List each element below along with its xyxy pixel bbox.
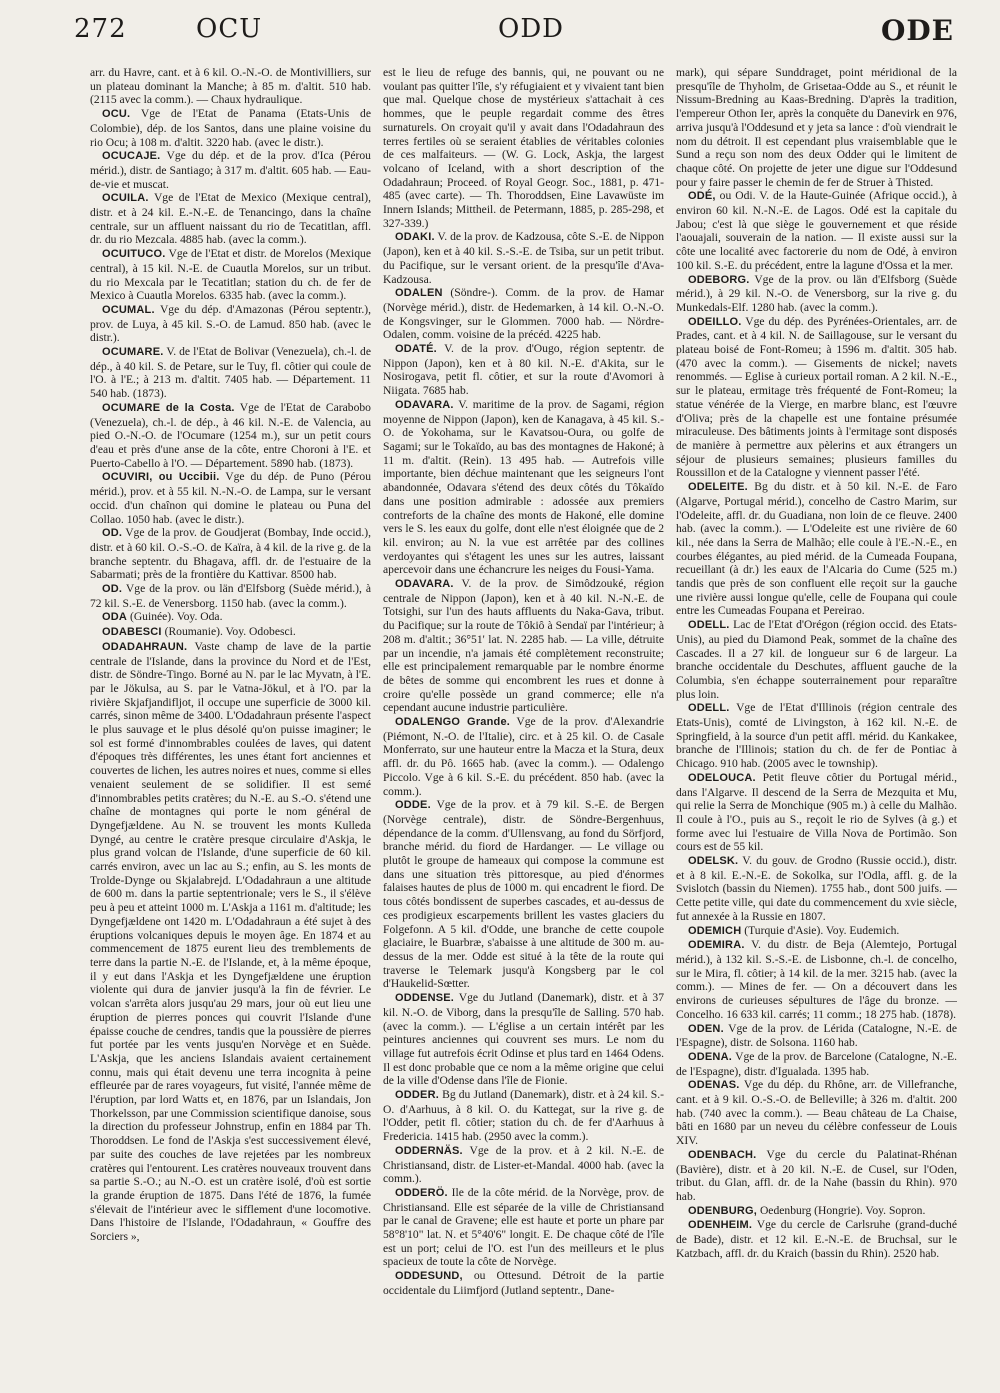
dictionary-entry [383, 342, 664, 398]
entry-headword: OCUCAJE. [102, 150, 161, 163]
dictionary-entry [90, 149, 371, 191]
entry-text: Vge de la prov. de Goudjerat (Bombay, Inde occid.), distr. et à 60 kil. O.-S.-O. de Kaïra, à 4 kil. de la rive g. de la branche septentr. du Bhagava, affl. dr. de l'estuaire de la Sabarmati; près de la frontière du Kattivar. 8500 hab. [90, 526, 371, 582]
entry-headword: OCU. [102, 108, 131, 121]
dictionary-entry [676, 771, 957, 854]
dictionary-entry [90, 303, 371, 345]
dictionary-entry [676, 1218, 957, 1260]
dictionary-entry [676, 480, 957, 618]
dictionary-entry [676, 1050, 957, 1078]
entry-text: arr. du Havre, cant. et à 6 kil. O.-N.-O. de Montivilliers, sur un plateau dominant la Manche; à 85 m. d'altit. 510 hab. (2115 avec la comm.). — Chaux hydraulique. [90, 66, 371, 107]
dictionary-entry [383, 577, 664, 715]
dictionary-entry [676, 938, 957, 1021]
entry-text: Vge du dép. d'Amazonas (Pérou septentr.), prov. de Luya, à 45 kil. S.-O. de Lamud. 850 hab. (avec le distr.). [90, 302, 371, 345]
entry-text: Lac de l'Etat d'Orégon (région occid. des Etats-Unis), au pied du Diamond Peak, sommet de la chaîne des Cascades. Il a 27 kil. de longueur sur 6 de largeur. La branche occidentale du Deschutes, affluent gauche de la Columbia, s'en échappe souterrainement pour reparaître plus loin. [676, 618, 957, 701]
entry-text: Vge de l'Etat de Panama (Etats-Unis de Colombie), dép. de los Santos, dans une plaine voisine du rio Ocu; à 108 m. d'altit. 3220 hab. (avec le distr.). [90, 107, 371, 149]
entry-headword: ODDERÖ. [395, 1186, 448, 1199]
dictionary-entry [90, 640, 371, 1244]
entry-text: Vge du dép. des Pyrénées-Orientales, arr. de Prades, cant. et à 4 kil. N. de Saillagouse, sur le versant du plateau boisé de Font-Romeu; à 1596 m. d'altit. 305 hab. (470 avec la comm.). — Gisements de nickel; navets renommés. — Eglise à curieux portail roman. A 2 kil. N.-E., sur le plateau, ermitage très fréquenté de Font-Romeu; la statue vénérée de la Vierge, en marbre blanc, est l'œuvre d'Oliva; près de la chapelle est une fontaine présumée miraculeuse. Des bâtiments joints à l'ermitage sont disposés de manière à permettre aux pèlerins et aux étrangers un séjour de plusieurs semaines; plusieurs familles du Roussillon et de la Catalogne y viennent passer l'été. [676, 314, 957, 480]
entry-headword: OD. [102, 583, 123, 596]
entry-text: mark), qui sépare Sunddraget, point méridional de la presqu'île de Thyholm, de Grisetaa-Odde au S., et réunit le Nissum-Bredning au Kaas-Bredning. D'après la tradition, l'empereur Othon Ier, après la conquête du Danevirk en 976, arriva jusqu'à l'Oddesund et y jeta sa lance : d'où viendrait le nom du détroit. Il est cependant plus vraisemblable que le Sund a reçu son nom des deux Odder qui le limitent de chaque côté. On projette de jeter une digue sur l'Oddesund pour y faire passer le chemin de fer de Struer à Thisted. [676, 66, 957, 189]
dictionary-entry [90, 247, 371, 303]
entry-text: Vge de la prov. et à 79 kil. S.-E. de Bergen (Norvège centrale), distr. de Söndre-Bergenhuus, dépendance de la comm. d'Ullensvang, au fond du Sörfjord, branche mérid. du fiord de Hardanger. — Le village ou plutôt le groupe de hameaux qui compose la commune est dans une situation très pittoresque, au pied d'énormes falaises hautes de plus de 1000 m. qui encadrent le fiord. De tous côtés bondissent de superbes cascades, et au-dessus de ces prodigieux escarpements brillent les vastes glaciers du Folgefonn. A 5 kil. d'Odde, une branche de cette coupole glaciaire, le Buarbræ, s'abaisse à une altitude de 300 m. au-dessus de la mer. Odde est situé à la tête de la route qui traverse le Telemark jusqu'à Kongsberg par le col d'Haukelid-Sœtter. [383, 798, 664, 991]
entry-text: Vge de la prov. ou län d'Elfsborg (Suède mérid.), à 72 kil. S.-E. de Venersborg. 1150 hab. (avec la comm.). [90, 582, 371, 610]
entry-headword: ODAVARA. [395, 398, 454, 411]
dictionary-entry [676, 1204, 957, 1219]
entry-headword: ODATÉ. [395, 343, 437, 356]
dictionary-entry [90, 107, 371, 149]
entry-headword: ODDE. [395, 799, 431, 812]
entry-headword: OCUVIRI, ou Uccibii. [102, 471, 220, 484]
entry-text: V. du distr. de Beja (Alemtejo, Portugal mérid.), à 132 kil. S.-S.-E. de Lisbonne, ch.-l. de concelho, sur le Mira, fl. côtier; à 14 kil. de la mer. 3215 hab. (avec la comm.). — Mines de fer. — On a découvert dans les environs de curieuses sépultures de l'âge du bronze. — Concelho. 16 633 kil. carrés; 11 comm.; 18 275 hab. (1878). [676, 938, 957, 1021]
entry-headword: ODENBURG, [688, 1204, 758, 1217]
entry-text: (Turquie d'Asie). Voy. Eudemich. [744, 923, 900, 937]
entry-text: Vaste champ de lave de la partie centrale de l'Islande, dans la province du Nord et de l'Est, distr. de Söndre-Tingo. Borné au N. par le lac Myvatn, à l'E. par le Jökulsa, au S. par le Vatna-Jökul, et à l'O. par la rivière Skjafjandifljot, il occupe une superficie de 3000 kil. carrés, sinon même de 3400. L'Odadahraun présente l'aspect le plus sauvage et le plus désolé qu'on puisse imaginer; le sol est formé d'innombrables coulées de laves, qui datent d'époques très différentes, les unes étant fort anciennes et couvertes de lichen, les autres noires et nues, comme si elles venaient seulement de se solidifier. Il est semé d'innombrables petits cratères; du N.-E. au S.-O. s'étend une chaîne de montagnes qui porte le nom général de Dyngefjældene. Au N. se trouvent les monts Kulleda Dyngé, au centre le cratère presque circulaire d'Askja, le plus grand volcan de l'Islande, d'une superficie de 60 kil. carrés environ, avec un lac au S.; enfin, au S. les monts de Trolde-Dynge ou Skjalabrejd. L'Odadahraun a une altitude de 600 m. dans la partie septentrionale; vers le S., il s'élève peu à peu et atteint 1000 m. L'Askja a 1161 m. d'altitude; les Dyngefjældene ont 1420 m. L'Odadahraun a été sujet à des éruptions volcaniques depuis le moyen âge. En 1874 et au commencement de 1875 eurent lieu des tremblements de terre dans la partie N.-E. de l'Islande, et, à la même époque, il y eut dans l'Askja et les Dyngefjældene une éruption violente qui dura de janvier jusqu'à la fin de février. Le volcan s'arrêta alors jusqu'au 29 mars, jour où eut lieu une éruption de pierres ponces qui couvrit l'Islande d'une épaisse couche de cendres, tandis que la poussière de pierres fut portée par les vents jusqu'en Norvège et en Suède. L'Askja, que les anciens Islandais avaient certainement connu, mais qui était devenu une terra incognita à peine effleurée par de rares voyageurs, fut visité, l'année même de l'éruption, par lord Watts et, en 1876, par un Islandais, Jon Thorkelsson, par une Commission scientifique danoise, sous la direction du professeur Johnstrup, enfin en 1884 par Th. Thoroddsen. Le fond de l'Askja s'est successivement élevé, par suite des couches de lave rejetées par les nombreux cratères qui l'entourent. Les cratères nouveaux trouvent dans sa partie S.-O.; au N.-O. est un cratère isolé, d'où est sortie la grande éruption de 1875. Dans l'été de 1876, la fumée s'élevait de l'intérieur avec le sifflement d'une locomotive. Dans l'histoire de l'Islande, l'Odadahraun, « Gouffre des Sorciers », [90, 639, 371, 1244]
entry-headword: ODÉ, [688, 190, 716, 203]
entry-headword: ODALEN [395, 287, 443, 300]
entry-headword: ODEMIRA. [688, 939, 745, 952]
entry-text: Vge de l'Etat de Carabobo (Venezuela), ch.-l. de dép., à 46 kil. N.-E. de Valencia, au pied O.-N.-O. de l'Ocumare (1254 m.), sur un petit cours d'eau et près d'une anse de la côte, entre Choroni à l'E. et Puerto-Cabello à l'O. — Département. 5890 hab. (1873). [90, 400, 371, 470]
entry-text: Oedenburg (Hongrie). Voy. Sopron. [759, 1203, 926, 1217]
dictionary-entry [90, 610, 371, 625]
entry-headword: ODELSK. [688, 855, 739, 868]
entry-text: Vge du dép. et de la prov. d'Ica (Pérou mérid.), distr. de Santiago; à 317 m. d'altit. 605 hab. — Eau-de-vie et muscat. [90, 149, 371, 191]
header-center-word: ODD [498, 14, 565, 44]
entry-headword: ODDENSE. [395, 992, 455, 1005]
entry-text: Vge de la prov. d'Alexandrie (Piémont, N.-O. de l'Italie), circ. et à 25 kil. O. de Casale Monferrato, sur une hauteur entre la Macza et la Stura, deux affl. dr. du Pô. 1665 hab. (avec la comm.). — Odalengo Piccolo. Vge à 6 kil. S.-E. du précédent. 850 hab. (avec la comm.). [383, 715, 664, 798]
entry-headword: ODENBACH. [688, 1148, 757, 1161]
dictionary-entry [676, 1148, 957, 1204]
entry-headword: ODENA. [688, 1050, 732, 1063]
entry-text: V. de la prov. d'Ougo, région septentr. de Nippon (Japon), ken et à 80 kil. N.-E. d'Akita, sur le Nosirogava, petit fl. côtier, et sur la route d'Avomori à Niigata. 7685 hab. [383, 342, 664, 398]
entry-text: Petit fleuve côtier du Portugal mérid., dans l'Algarve. Il descend de la Serra de Mezquita et Mu, qui relie la Serra de Monchique (905 m.) à celle du Malhão. Il coule à l'O., puis au S., reçoit le rio de Sylves (à g.) et forme avec lui l'estuaire de Villa Nova de Portimão. Son cours est de 55 kil. [676, 770, 957, 854]
column-2 [383, 66, 664, 1384]
column-3 [676, 66, 957, 1384]
dictionary-entry [90, 401, 371, 471]
entry-headword: ODALENGO Grande. [395, 716, 511, 729]
dictionary-entry [383, 991, 664, 1088]
entry-headword: ODAKI. [395, 231, 435, 244]
entry-headword: OCUITUCO. [102, 248, 166, 261]
entry-text: Vge du dép. du Rhône, arr. de Villefranche, cant. et à 9 kil. O.-S.-O. de Belleville; à 326 m. d'altit. 200 hab. (740 avec la comm.). — Beau château de La Chaise, bâti en 1680 par un neveu du célèbre confesseur de Louis XIV. [676, 1078, 957, 1148]
dictionary-entry [676, 189, 957, 272]
dictionary-entry [383, 230, 664, 286]
header-right-word: ODE [880, 14, 954, 47]
entry-text: V. maritime de la prov. de Sagami, région moyenne de Nippon (Japon), ken de Kanagava, à 45 kil. S.-O. de Yokohama, sur le Kavatsou-Oura, ou golfe de Sagami; sur le Tokaïdo, au bas des montagnes de Hakoné; à 11 m. d'altit. (Rein). 13 495 hab. — Autrefois ville importante, bien déchue maintenant que les seigneurs l'ont abandonnée, Odavara s'étend des deux côtés du Tôkaïdo dans une position admirable : adossée aux premiers contreforts de la chaîne des monts de Hakoné, elle domine vers le S. les eaux du golfe, dont elle n'est éloignée que de 2 kil. environ; au N. la vue est arrêtée par des collines verdoyantes qui s'étagent les unes sur les autres, laissant apercevoir dans une échancrure les neiges du Fousi-Yama. [383, 397, 664, 577]
dictionary-entry [383, 798, 664, 991]
entry-headword: ODAVARA. [395, 578, 454, 591]
dictionary-entry [90, 191, 371, 247]
entry-headword: ODENHEIM. [688, 1219, 753, 1232]
entry-headword: ODEILLO. [688, 315, 742, 328]
entry-text: V. de la prov. de Kadzousa, côte S.-E. de Nippon (Japon), ken et à 40 kil. S.-S.-E. de Tsiba, sur un petit tribut. du Pacifique, sur le versant orient. de la presqu'île d'Ava-Kadzousa. [383, 230, 664, 286]
entry-headword: ODABESCI [102, 626, 162, 639]
dictionary-entry [676, 618, 957, 701]
dictionary-entry [676, 1022, 957, 1050]
entry-text: Vge du cercle de Carlsruhe (grand-duché de Bade), distr. et 12 kil. E.-N.-E. de Bruchsal, sur le Katzbach, affl. dr. du Kraich (bassin du Rhin). 2520 hab. [676, 1218, 957, 1260]
entry-text: est le lieu de refuge des bannis, qui, ne pouvant ou ne voulant pas quitter l'île, s'y réfugiaient et y vivaient tant bien que mal. Quelque chose de mystérieux s'attachait à ces hommes, que le peuple regardait comme des êtres surnaturels. On croyait qu'il y avait dans l'Odadahraun des terres fertiles où se seraient établies de véritables colonies de ces malfaiteurs. — (W. G. Lock, Askja, the largest volcano of Iceland, with a short description of the Odadahraun; Proceed. of Royal Geogr. Soc., 1881, p. 471-485 (avec carte). — Th. Thoroddsen, Eine Lavawüste im Innern Islands; Mittheil. de Petermann, 1885, p. 285-298, et 327-339.) [383, 66, 664, 230]
entry-headword: OCUMARE de la Costa. [102, 401, 235, 414]
dictionary-entry [383, 1269, 664, 1297]
entry-text: (Guinée). Voy. Oda. [129, 610, 223, 624]
entry-headword: OD. [102, 527, 123, 540]
entry-text: Vge de l'Etat de Mexico (Mexique central), distr. et à 24 kil. E.-N.-E. de Tenancingo, dans la chaîne centrale, sur un affluent naissant du rio de Tecatitlan, affl. dr. du rio Mezcala. 4885 hab. (avec la comm.). [90, 191, 371, 247]
dictionary-entry [90, 625, 371, 640]
entry-headword: OCUMARE. [102, 346, 164, 359]
page-number: 272 [74, 14, 127, 44]
entry-text: Vge de la prov. de Barcelone (Catalogne, N.-E. de l'Espagne), distr. d'Igualada. 1395 hab. [676, 1049, 957, 1078]
entry-text: Vge de la prov. de Lérida (Catalogne, N.-E. de l'Espagne), distr. de Solsona. 1160 hab. [676, 1021, 957, 1050]
entry-text: V. du gouv. de Grodno (Russie occid.), distr. et à 8 kil. E.-N.-E. de Sokolka, sur l'Odla, affl. g. de la Svislotch (bassin du Niemen). 1755 hab., dont 500 juifs. — Cette petite ville, qui date du commencement du xvie siècle, fut annexée à la Russie en 1807. [676, 854, 957, 923]
entry-text: Bg du distr. et à 50 kil. N.-E. de Faro (Algarve, Portugal mérid.), concelho de Castro Marim, sur l'Odeleite, affl. dr. du Guadiana, non loin de ce fleuve. 2400 hab. (avec la comm.). — L'Odeleite est une rivière de 60 kil., née dans la Serra de Malhão; elle coule à l'E.-N.-E., en courbes élégantes, au pied mérid. de la Cumeada Foupana, recueillant (à dr.) les eaux de l'Alcaria do Cume (525 m.) tandis que près de son confluent elle reçoit sur la gauche une rivière aussi longue qu'elle, celle de Foupana qui coule entre les Cumeadas Foupana et Pereirao. [676, 480, 957, 618]
entry-headword: ODELEITE. [688, 481, 748, 494]
entry-headword: ODADAHRAUN. [102, 640, 188, 653]
entry-text: Ile de la côte mérid. de la Norvège, prov. de Christiansand. Elle est séparée de la ville de Christiansand par le canal de Gravene; elle est haute et porte un phare par 58°8'10" lat. N. et 5°40'6" longit. E. De chaque côté de l'île est un port; celui de l'O. est l'un des meilleurs et le plus spacieux de toute la côte de Norvège. [383, 1185, 664, 1269]
dictionary-entry [676, 854, 957, 924]
entry-text: ou Odi. V. de la Haute-Guinée (Afrique occid.), à environ 60 kil. N.-N.-E. de Lagos. Odé est la capitale du Jabou; c'est là que siège le gouvernement et que réside l'aouajali, souverain de la nation. — Il existe aussi sur la côte une localité avec factorerie du nom de Odé, à environ 100 kil. S.-E. du précédent, entre la lagune d'Ossa et la mer. [676, 189, 957, 272]
dictionary-entry [383, 398, 664, 577]
entry-text: V. de l'Etat de Bolivar (Venezuela), ch.-l. de dép., à 40 kil. S. de Petare, sur le Tuy, fl. côtier qui coule de l'O. à l'E.; à 213 m. d'altit. 7405 hab. — Département. 11 540 hab. (1873). [90, 345, 371, 401]
entry-text: (Söndre-). Comm. de la prov. de Hamar (Norvège mérid.), distr. de Hedemarken, à 14 kil. O.-N.-O. de Kongsvinger, sur le Glommen. 7000 hab. — Nördre-Odalen, comm. voisine de la précéd. 4225 hab. [383, 286, 664, 342]
dictionary-entry [383, 286, 664, 342]
dictionary-entry [676, 66, 957, 189]
column-1 [90, 66, 371, 1384]
entry-headword: ODA [102, 611, 128, 624]
entry-headword: ODDERNÄS. [395, 1144, 463, 1157]
entry-headword: ODEBORG. [688, 273, 750, 286]
entry-text: Vge du cercle du Palatinat-Rhénan (Bavière), distr. et à 20 kil. N.-E. de Cusel, sur l'Oden, tribut. du Glan, affl. dr. de la Nahe (bassin du Rhin). 970 hab. [676, 1147, 957, 1203]
entry-text: (Roumanie). Voy. Odobesci. [164, 625, 296, 639]
entry-headword: ODELOUCA. [688, 771, 756, 784]
dictionary-entry [90, 526, 371, 582]
entry-text: Vge de l'Etat et distr. de Morelos (Mexique central), à 15 kil. N.-E. de Cuautla Morelos, sur un tribut. du rio Mexcala par le Tecatitlan; station du ch. de fer de Mexico à Cuautla Morelos. 6335 hab. (avec la comm.). [90, 247, 371, 303]
entry-headword: ODDER. [395, 1089, 439, 1102]
entry-text: Vge du dép. de Puno (Pérou mérid.), prov. et à 55 kil. N.-N.-O. de Lampa, sur le versant occid. d'un chaînon qui domine le plateau ou Puna del Collao. 1050 hab. (avec le distr.). [90, 470, 371, 526]
dictionary-entry [90, 470, 371, 526]
dictionary-entry [90, 345, 371, 401]
entry-headword: ODELL. [688, 619, 730, 632]
dictionary-entry [383, 1088, 664, 1144]
entry-headword: ODEN. [688, 1022, 724, 1035]
header-left-word: OCU [196, 14, 263, 44]
dictionary-entry [383, 66, 664, 230]
page-header [74, 14, 954, 62]
entry-headword: OCUILA. [102, 192, 149, 205]
entry-headword: ODELL. [688, 702, 730, 715]
entry-text: Vge de la prov. et à 2 kil. N.-E. de Christiansand, distr. de Lister-et-Mandal. 4000 hab. (avec la comm.). [383, 1143, 664, 1186]
dictionary-entry [676, 315, 957, 480]
dictionary-entry [90, 66, 371, 107]
dictionary-entry [676, 924, 957, 939]
entry-headword: ODENAS. [688, 1079, 740, 1092]
dictionary-entry [383, 1144, 664, 1186]
entry-headword: OCUMAL. [102, 303, 155, 316]
entry-text: Vge de l'Etat d'Illinois (région centrale des Etats-Unis), comté de Livingston, à 162 kil. N.-E. de Springfield, à la source d'un petit affl. mérid. du Kankakee, branche de l'Illinois; station du ch. de fer de Pontiac à Chicago. 910 hab. (2005 avec le township). [676, 701, 957, 771]
entry-text: Vge du Jutland (Danemark), distr. et à 37 kil. N.-O. de Viborg, dans la presqu'île de Salling. 570 hab. (avec la comm.). — L'église a un certain intérêt par les peintures anciennes qui couvrent ses murs. Le nom du village fut autrefois écrit Odinse et plus tard en 1464 Odens. Il est donc probable que ce nom a la même origine que celui de la ville d'Odense dans l'île de Fionie. [383, 991, 664, 1088]
entry-text: ou Ottesund. Détroit de la partie occidentale du Liimfjord (Jutland septentr., Dane- [383, 1269, 664, 1297]
entry-text: Bg du Jutland (Danemark), distr. et à 24 kil. S.-O. d'Aarhuus, à 8 kil. O. du Kattegat, sur la rive g. de l'Odder, petit fl. côtier; station du ch. de fer d'Aarhuus à Fredericia. 1415 hab. (2950 avec la comm.). [383, 1088, 664, 1144]
dictionary-entry [90, 582, 371, 610]
entry-headword: ODEMICH [688, 924, 742, 937]
dictionary-entry [676, 1078, 957, 1148]
dictionary-entry [676, 701, 957, 771]
dictionary-entry [676, 273, 957, 315]
entry-text: Vge de la prov. ou län d'Elfsborg (Suède mérid.), à 29 kil. N.-O. de Venersborg, sur la rive g. du Munkedals-Elf. 1280 hab. (avec la comm.). [676, 272, 957, 314]
entry-headword: ODDESUND, [395, 1270, 463, 1283]
dictionary-entry [383, 715, 664, 798]
dictionary-entry [383, 1186, 664, 1269]
entry-text: V. de la prov. de Simôdzouké, région centrale de Nippon (Japon), ken et à 40 kil. N.-N.-E. de Totsighi, sur l'un des hauts affluents du Naka-Gava, tribut. du Pacifique; sur la route de Tôkiô à Sendaï par l'intérieur; à 208 m. d'altit.; 36°51' lat. N. 2285 hab. — La ville, détruite par un incendie, n'a jamais été complètement reconstruite; elle est principalement remarquable par le nombre énorme de bêtes de somme qui encombrent les rues et donne à croire qu'elle possède un grand commerce; elle n'a cependant aucune industrie particulière. [383, 577, 664, 715]
